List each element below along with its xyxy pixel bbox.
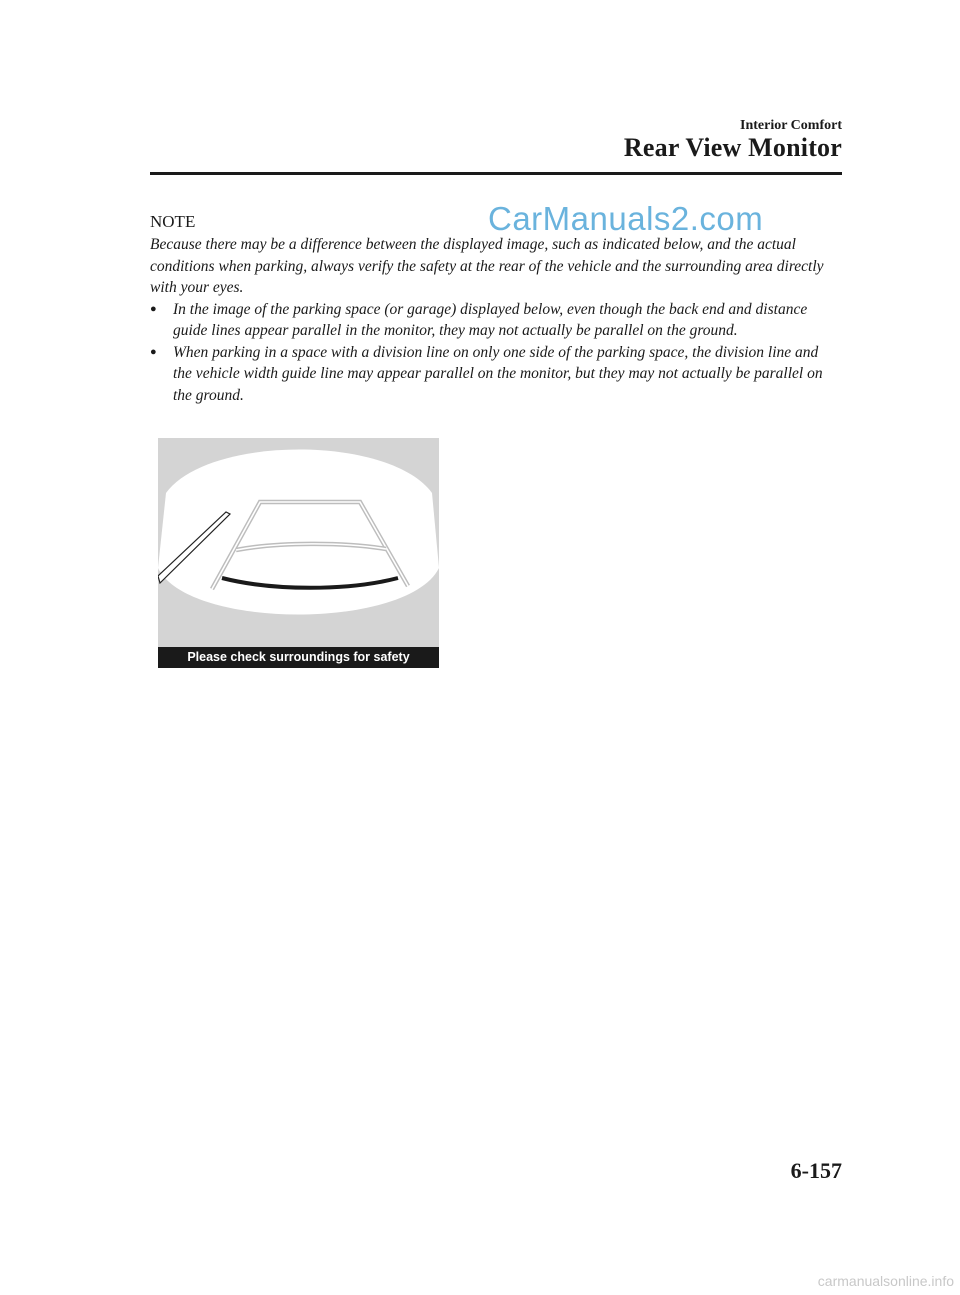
footer-watermark: carmanualsonline.info bbox=[817, 1273, 954, 1289]
bullet-icon: ● bbox=[150, 345, 157, 358]
note-intro: Because there may be a difference between the displayed image, such as indicated below, and the actual conditions when parking, always verify the safety at the rear of the vehicle and the surrounding area directly with your eyes. bbox=[150, 236, 824, 296]
header-rule bbox=[150, 172, 842, 175]
list-item bbox=[150, 299, 840, 342]
bullet-icon: ● bbox=[150, 302, 157, 315]
note-heading: NOTE bbox=[150, 212, 196, 231]
page-number: 6-157 bbox=[790, 1158, 842, 1183]
note-bullet-list bbox=[150, 299, 840, 407]
screen-caption: Please check surroundings for safety bbox=[187, 650, 410, 664]
header-section-label: Interior Comfort bbox=[740, 118, 842, 133]
bullet-text: In the image of the parking space (or garage) displayed below, even though the back end and distance guide lines appear parallel in the monitor, they may not actually be parallel on the ground. bbox=[173, 300, 808, 339]
bullet-text: When parking in a space with a division line on only one side of the parking space, the division line and the vehicle width guide line may appear parallel on the monitor, but they may not actually be parallel on the ground. bbox=[173, 343, 823, 404]
rear-view-monitor-figure bbox=[158, 438, 439, 668]
list-item bbox=[150, 342, 840, 407]
page-title: Rear View Monitor bbox=[623, 133, 842, 162]
camera-view-area bbox=[158, 450, 439, 615]
monitor-screen-illustration bbox=[158, 438, 439, 668]
note-body bbox=[150, 234, 840, 406]
watermark-logo: CarManuals2.com bbox=[488, 200, 764, 237]
